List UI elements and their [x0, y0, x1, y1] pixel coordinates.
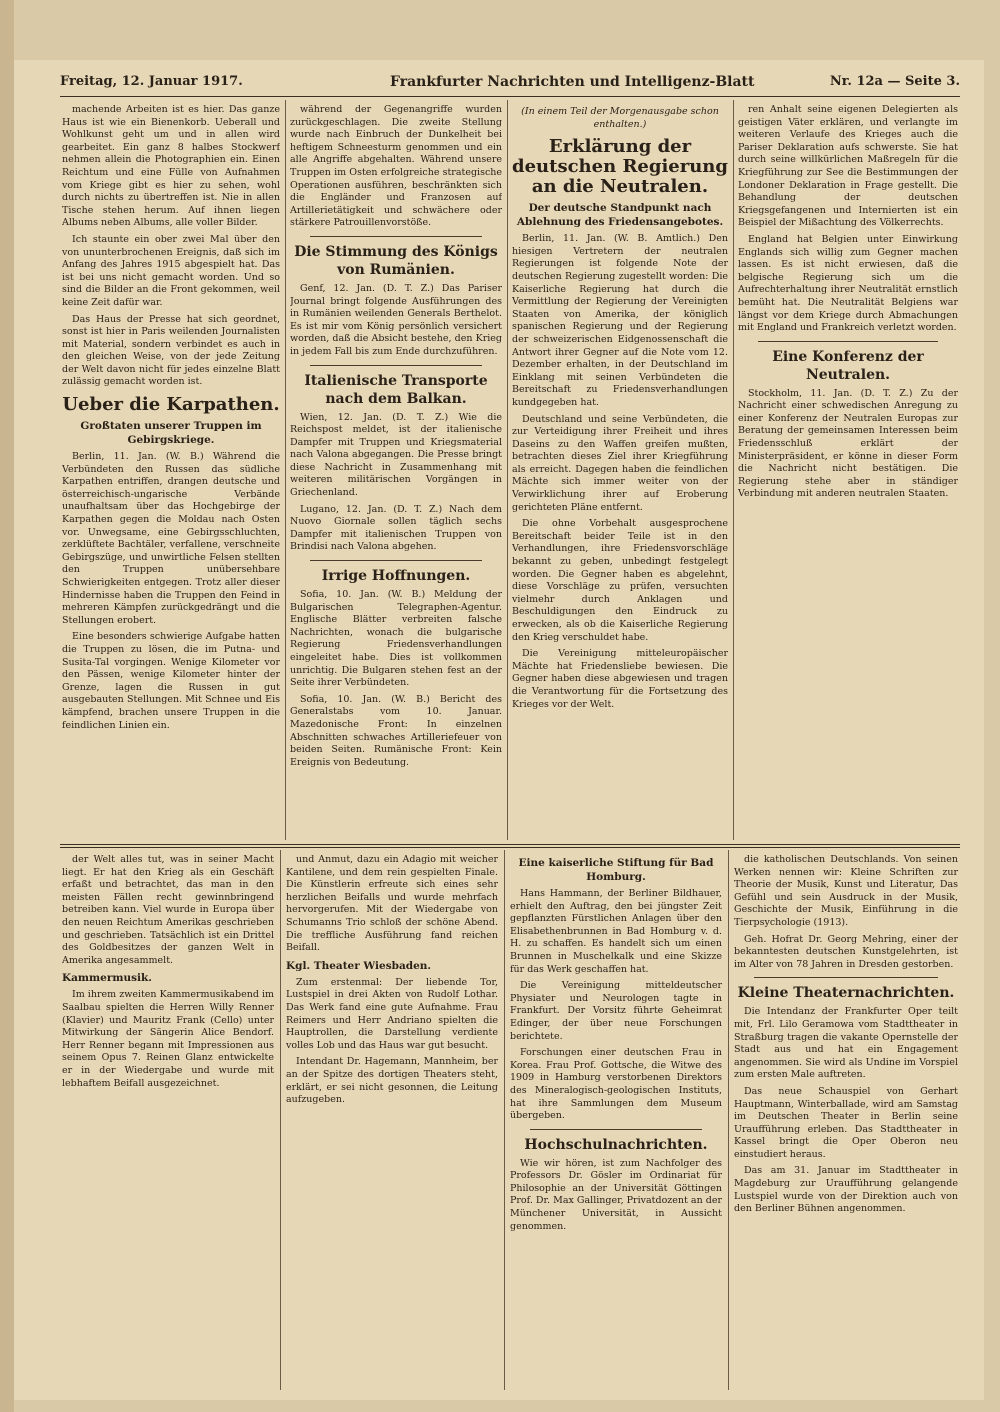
paragraph: Intendant Dr. Hagemann, Mannheim, ber an der Spitze des dortigen Theaters steht, erklärt, er sei nicht gesonnen, die Leitung aufzugeben. [286, 1056, 498, 1106]
headline-konferenz: Eine Konferenz der Neutralen. [772, 348, 924, 383]
feuilleton-rule [60, 844, 960, 845]
paragraph: und Anmut, dazu ein Adagio mit weicher Kantilene, und dem rein gespielten Finale. Die Künstlerin erfreute sich eines sehr herzlichen Beifalls und wurde mehrfach hervorgerufen. Mit der Wiedergabe von Schumanns Trio schloß der schöne Abend. Die treffliche Ausführung fand reichen Beifall. [286, 854, 498, 954]
paragraph: Sofia, 10. Jan. (W. B.) Bericht des Generalstabs vom 10. Januar. Mazedonische Front: In einzelnen Abschnitten schwaches Artilleriefeuer von beiden Seiten. Rumänische Front: Kein Ereignis von Bedeutung. [290, 693, 502, 768]
page-edge [0, 0, 14, 1412]
column-divider [280, 850, 281, 1390]
paragraph: Zum erstenmal: Der liebende Tor, Lustspiel in drei Akten von Rudolf Lothar. Das Werk fand eine gute Aufnahme. Frau Reimers und Herr Andriano spielten die Hauptrollen, die Darstellung verdiente volles Lob und das Haus war gut besucht. [286, 976, 498, 1051]
paragraph: Die Intendanz der Frankfurter Oper teilt mit, Frl. Lilo Geramowa vom Stadttheater in Straßburg tragen die vakante Opernstelle der Stadt aus und hat ein Engagement angenommen. Sie wird als Undine im Vorspiel zum ersten Male auftreten. [734, 1006, 958, 1081]
column-4 [738, 104, 958, 840]
headline-theater-wiesbaden: Kgl. Theater Wiesbaden. [286, 959, 432, 972]
column-divider [728, 850, 729, 1390]
page-header [60, 74, 960, 96]
separator [758, 341, 938, 342]
paragraph: Berlin, 11. Jan. (W. B.) Während die Verbündeten den Russen das südliche Karpathen entriffen, drangen deutsche und österreichisch-ungarische Verbände unaufhaltsam über das Hochgebirge der Karpathen gegen die Moldau nach Osten vor. Unwegsame, eine Gebirgsschluchten, zerklüftete Bachtäler, verfallene, verschneite Gebirgszüge, und unwirtliche Felsen stellten den Truppen unübersehbare Schwierigkeiten entgegen. Trotz aller dieser Hindernisse haben die Truppen den Feind in mehreren Kämpfen zurückgedrängt und die Stellungen erobert. [62, 451, 280, 626]
bottom-column-2 [286, 854, 498, 1390]
column-divider [504, 850, 505, 1390]
paragraph: Hans Hammann, der Berliner Bildhauer, erhielt den Auftrag, den bei jüngster Zeit gepflanzten Fürstlichen Anlagen über den Elisabethenbrunnen in Bad Homburg v. d. H. zu schaffen. Es handelt sich um einen Brunnen in Muschelkalk und eine Skizze für das Werk geschaffen hat. [510, 888, 722, 975]
paragraph: Das neue Schauspiel von Gerhart Hauptmann, Winterballade, wird am Samstag im Deutschen Theater in Berlin seine Uraufführung erleben. Das Stadttheater in Kassel bringt die Oper Oberon neu einstudiert heraus. [734, 1085, 958, 1160]
header-page-number: Nr. 12a — Seite 3. [829, 74, 960, 89]
separator [310, 365, 482, 366]
bottom-column-1 [62, 854, 274, 1390]
headline-kammermusik: Kammermusik. [62, 972, 152, 985]
paragraph: die katholischen Deutschlands. Von seinen Werken nennen wir: Kleine Schriften zur Theorie der Musik, Kunst und Literatur, Das Gefühl und sein Ausdruck in der Musik, Geschichte der Musik, Einführung in die Tierpsychologie (1913). [734, 854, 958, 928]
separator [310, 560, 482, 561]
paragraph: Das am 31. Januar im Stadttheater in Magdeburg zur Uraufführung gelangende Lustspiel wurde von der Direktion auch von den Berliner Bühnen angenommen. [734, 1165, 958, 1215]
header-date: Freitag, 12. Januar 1917. [60, 74, 243, 89]
header-masthead: Frankfurter Nachrichten und Intelligenz-Blatt [390, 74, 755, 90]
column-divider [285, 100, 286, 840]
paragraph: Forschungen einer deutschen Frau in Korea. Frau Prof. Gottsche, die Witwe des 1909 in Hamburg verstorbenen Direktors des Mineralogisch-geologischen Instituts, hat ihre Sammlungen dem Museum übergeben. [510, 1047, 722, 1122]
paragraph: Wie wir hören, ist zum Nachfolger des Professors Dr. Gösler im Ordinariat für Philosophie an der Universität Göttingen Prof. Dr. Max Gallinger, Privatdozent an der Münchener Universität, in Aussicht genommen. [510, 1157, 722, 1232]
headline-erklaerung: Erklärung der deutschen Regierung an die Neutralen. [512, 136, 728, 198]
paragraph: Geh. Hofrat Dr. Georg Mehring, einer der bekanntesten deutschen Kunstgelehrten, ist im Alter von 78 Jahren in Dresden gestorben. [734, 933, 958, 970]
headline-transporte: Italienische Transporte nach dem Balkan. [304, 372, 488, 407]
column-divider [733, 100, 734, 840]
headline-stiftung: Eine kaiserliche Stiftung für Bad Homburg. [518, 857, 714, 883]
paragraph: Eine besonders schwierige Aufgabe hatten die Truppen zu lösen, die im Putna- und Susita-Tal vorgingen. Wenige Kilometer vor den Pässen, wenige Kilometer hinter der Grenze, lagen die Russen in gut ausgebauten Stellungen. Mit Schnee und Eis kämpfend, brachen unsere Truppen in die feindlichen Linien ein. [62, 631, 280, 731]
headline-hochschulnachrichten: Hochschulnachrichten. [524, 1136, 708, 1153]
headline-karpathen: Ueber die Karpathen. [62, 394, 280, 416]
paragraph: Lugano, 12. Jan. (D. T. Z.) Nach dem Nuovo Giornale sollen täglich sechs Dampfer mit italienischen Truppen von Brindisi nach Valona abgehen. [290, 503, 502, 553]
paragraph: Die ohne Vorbehalt ausgesprochene Bereitschaft beider Teile ist in den Verhandlungen, ihre Friedensvorschläge bekannt zu geben, unbedingt festgelegt worden. Die Gegner haben es abgelehnt, diese Vorschläge zu prüfen, versuchten vielmehr durch Anklagen und Beschuldigungen den Eindruck zu erwecken, als ob die Kaiserliche Regierung den Krieg verschuldet habe. [512, 518, 728, 643]
paragraph: Wien, 12. Jan. (D. T. Z.) Wie die Reichspost meldet, ist der italienische Dampfer mit Truppen und Kriegsmaterial nach Valona abgegangen. Die Presse bringt diese Nachricht in Zusammenhang mit weiteren militärischen Vorgängen in Griechenland. [290, 411, 502, 499]
separator [530, 1129, 702, 1130]
paragraph: Sofia, 10. Jan. (W. B.) Meldung der Bulgarischen Telegraphen-Agentur. Englische Blätter verbreiten falsche Nachrichten, wonach die bulgarische Regierung Friedensverhandlungen eingeleitet habe. Dies ist vollkommen unrichtig. Die Bulgaren stehen fest an der Seite ihrer Verbündeten. [290, 589, 502, 689]
subheadline: Großtaten unserer Truppen im Gebirgskriege. [80, 420, 262, 447]
separator [754, 977, 938, 978]
column-divider [507, 100, 508, 840]
paragraph: Berlin, 11. Jan. (W. B. Amtlich.) Den hiesigen Vertretern der neutralen Regierungen ist folgende Note der deutschen Regierung zugestellt worden: Die Kaiserliche Regierung hat durch die Vermittlung der Regierung der Vereinigten Staaten von Amerika, der königlich spanischen Regierung und der Regierung der schweizerischen Eidgenossenschaft die Antwort ihrer Gegner auf die Note vom 12. Dezember erhalten, in der Deutschland im Einklang mit seinen Verbündeten die Bereitschaft zu Friedensverhandlungen kundgegeben hat. [512, 233, 728, 408]
paragraph: Stockholm, 11. Jan. (D. T. Z.) Zu der Nachricht einer schwedischen Anregung zu einer Konferenz der Neutralen Europas zur Beratung der gemeinsamen Interessen beim Friedensschluß erklärt der Ministerpräsident, er könne in dieser Form die Nachricht nicht bestätigen. Die Regierung stehe aber in ständiger Verbindung mit anderen neutralen Staaten. [738, 387, 958, 500]
bottom-column-3 [510, 854, 722, 1390]
paragraph: Im ihrem zweiten Kammermusikabend im Saalbau spielten die Herren Willy Renner (Klavier) und Mauritz Frank (Cello) unter Mitwirkung der Sängerin Alice Bendorf. Herr Renner begann mit Impressionen aus seinem Opus 7. Reinen Glanz entwickelte er in der Wiedergabe und wurde mit lebhaftem Beifall ausgezeichnet. [62, 989, 274, 1089]
headline-koenig: Die Stimmung des Königs von Rumänien. [294, 243, 498, 278]
paragraph: Das Haus der Presse hat sich geordnet, sonst ist hier in Paris weilenden Journalisten mit Material, sondern verbindet es auch in den gleichen Weise, von der jede Zeitung der Welt davon nicht für jedes einzelne Blatt zulässig gemacht worden ist. [62, 313, 280, 388]
paragraph: machende Arbeiten ist es hier. Das ganze Haus ist wie ein Bienenkorb. Ueberall und Wohlkunst geht um und in allen wird gearbeitet. Ein ganz 8 halbes Stockwerf nehmen allein die Photographien ein. Einen Reichtum und eine Fülle von Aufnahmen vom Kriege gibt es hier zu sehen, wohl durch nichts zu übertreffen ist. Nie in allen Tische stehen herum. Auf ihnen liegen Albums neben Albums, alle voller Bilder. [62, 104, 280, 229]
paragraph: Ich staunte ein ober zwei Mal über den von ununterbrochenen Ereignis, daß sich im Anfang des Jahres 1915 abgespielt hat. Das ist bei uns nicht gemacht worden. Und so sind die Bilder an die Front gekommen, weil keine Zeit dafür war. [62, 233, 280, 308]
headline-theaternachrichten: Kleine Theaternachrichten. [737, 985, 955, 1002]
paragraph: Deutschland und seine Verbündeten, die zur Verteidigung ihrer Freiheit und ihres Daseins zu den Waffen greifen mußten, betrachten dieses Ziel ihrer Kriegführung als erreicht. Dagegen haben die feindlichen Mächte sich immer weiter von der Verwirklichung ihrer auf Eroberung gerichteten Pläne entfernt. [512, 413, 728, 513]
subheadline: Der deutsche Standpunkt nach Ablehnung des Friedensangebotes. [516, 202, 724, 229]
paragraph: Die Vereinigung mitteldeutscher Physiater und Neurologen tagte in Frankfurt. Der Vorsitz führte Geheimrat Edinger, der über neue Forschungen berichtete. [510, 980, 722, 1042]
paragraph: Genf, 12. Jan. (D. T. Z.) Das Pariser Journal bringt folgende Ausführungen des in Rumänien weilenden Generals Berthelot. Es ist mir vom König persönlich versichert worden, daß die Absicht bestehe, den Krieg in jedem Fall bis zum Ende durchzuführen. [290, 282, 502, 357]
feuilleton-rule [60, 847, 960, 848]
column-2 [290, 104, 502, 840]
separator [310, 236, 482, 237]
paragraph: der Welt alles tut, was in seiner Macht liegt. Er hat den Krieg als ein Geschäft erfaßt und betrachtet, das man in den meisten Fällen recht gewinnbringend betreiben kann. Viel wurde in Europa über den neuen Reichtum Amerikas geschrieben und geschrieben. Tatsächlich ist ein Drittel des Goldbesitzes der ganzen Welt in Amerika angesammelt. [62, 854, 274, 966]
paragraph: während der Gegenangriffe wurden zurückgeschlagen. Die zweite Stellung wurde nach Einbruch der Dunkelheit bei heftigem Schneesturm genommen und ein alle Angriffe abgehalten. Während unsere Truppen im Osten erfolgreiche strategische Operationen ausführen, beschränkten sich die Engländer und Franzosen auf Artillerietätigkeit und schwächere oder stärkere Patrouillenvorstöße. [290, 104, 502, 229]
column-1 [62, 104, 280, 840]
edition-note: (In einem Teil der Morgenausgabe schon enthalten.) [521, 106, 719, 130]
paragraph: ren Anhalt seine eigenen Delegierten als geistigen Väter erklären, und verlangte im weiteren Verlaufe des Krieges auch die Pariser Deklaration aufs schwerste. Sie hat durch seine willkürlichen Maßregeln für die Kriegführung zur See die Bestimmungen der Londoner Deklaration in Frage gestellt. Die Behandlung der deutschen Kriegsgefangenen und Internierten ist ein Beispiel der Mißachtung des Völkerrechts. [738, 104, 958, 229]
paragraph: England hat Belgien unter Einwirkung Englands sich willig zum Gegner machen lassen. Es ist nicht erwiesen, daß die belgische Regierung sich um die Aufrechterhaltung ihrer Neutralität ernstlich bemüht hat. Die Neutralität Belgiens war längst vor dem Kriege durch Abmachungen mit England und Frankreich verletzt worden. [738, 233, 958, 334]
column-3 [512, 104, 728, 840]
headline-hoffnungen: Irrige Hoffnungen. [321, 568, 471, 585]
bottom-column-4 [734, 854, 958, 1390]
paragraph: Die Vereinigung mitteleuropäischer Mächte hat Friedensliebe bewiesen. Die Gegner haben diese abgewiesen und tragen die Verantwortung für die Fortsetzung des Krieges vor der Welt. [512, 648, 728, 710]
header-rule [60, 96, 960, 97]
